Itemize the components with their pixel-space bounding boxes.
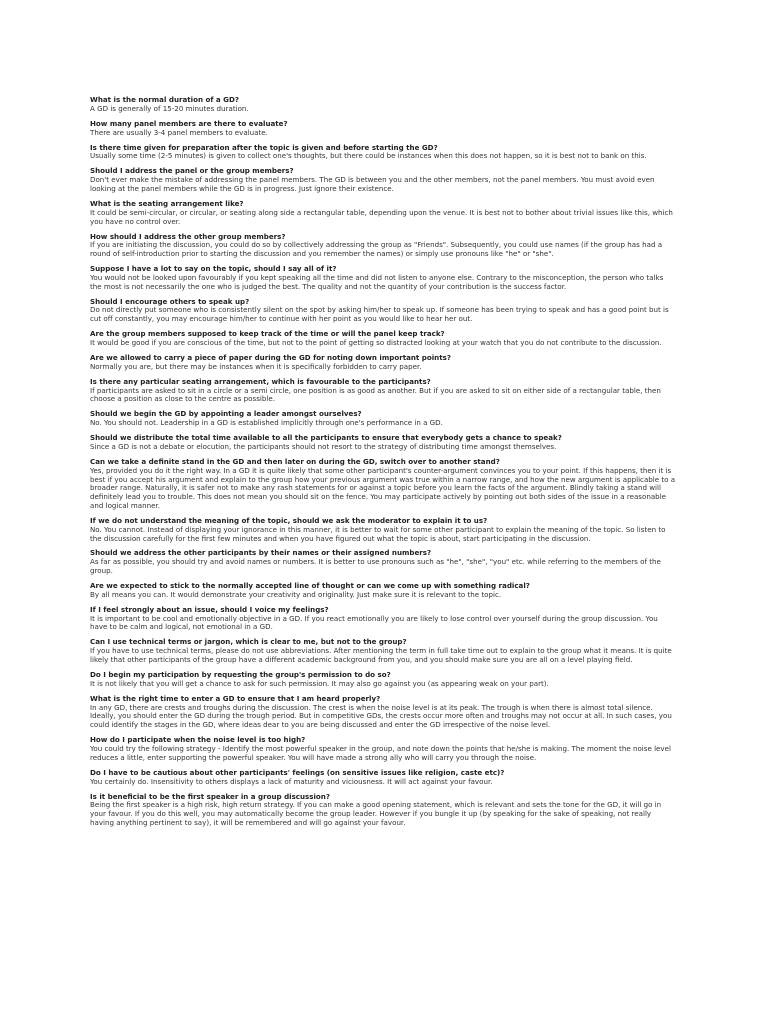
faq-answer: Yes, provided you do it the right way. In a GD it is quite likely that some other participant's counter-argument convinces you to your point. If this happens, then it is best if you accept his argument and explain to the group how your previous argument was true within a narrow range, and how the new argument is applicable to a broader range. Naturally, it is safer not to make any rash statements for or against a topic before you learn the facts of the argument. Blindly taking a stand will definitely lead you to trouble. This does not mean you should sit on the fence. You may participate actively by pointing out both sides of the issue in a reasonable and logical manner.	[90, 465, 676, 510]
faq-item	[90, 378, 676, 404]
faq-answer: Since a GD is not a debate or elocution, the participants should not resort to the strategy of distributing time amongst themselves.	[90, 441, 557, 451]
faq-item	[90, 671, 676, 689]
faq-item	[90, 582, 676, 600]
faq-answer: By all means you can. It would demonstrate your creativity and originality. Just make sure it is relevant to the topic.	[90, 589, 502, 599]
faq-question: Do I have to be cautious about other participants' feelings (on sensitive issues like religion, caste etc)?	[90, 767, 505, 777]
faq-item	[90, 120, 676, 138]
faq-answer: There are usually 3-4 panel members to evaluate.	[90, 127, 268, 137]
faq-item	[90, 517, 676, 543]
faq-answer: You could try the following strategy - Identify the most powerful speaker in the group, and note down the points that he/she is making. The moment the noise level reduces a little, enter supporting the powerful speaker. You will have made a strong ally who will carry you through the noise.	[90, 743, 671, 762]
faq-answer: If you have to use technical terms, please do not use abbreviations. After mentioning the term in full take time out to explain to the group what it means. It is quite likely that other participants of the group have a different academic background from you, and you should make sure you are all on a level playing field.	[90, 646, 672, 665]
faq-answer: You certainly do. Insensitivity to others displays a lack of maturity and viciousness. It will act against your favour.	[90, 776, 493, 786]
faq-answer: It is important to be cool and emotionally objective in a GD. If you react emotionally you are likely to lose control over yourself during the group discussion. You have to be calm and logical, not emotional in a GD.	[90, 613, 658, 632]
faq-answer: Do not directly put someone who is consistently silent on the spot by asking him/her to speak up. If someone has been trying to speak and has a good point but is cut off constantly, you may encourage him/her to continue with her point as you would like to hear her out.	[90, 305, 669, 324]
faq-question: What is the normal duration of a GD?	[90, 95, 240, 104]
faq-item	[90, 638, 676, 664]
faq-question: Should I encourage others to speak up?	[90, 296, 250, 306]
faq-item	[90, 606, 676, 632]
faq-question: Can we take a definite stand in the GD and then later on during the GD, switch over to another stand?	[90, 456, 500, 466]
faq-item	[90, 144, 676, 162]
faq-answer: Normally you are, but there may be instances when it is specifically forbidden to carry paper.	[90, 361, 422, 371]
faq-answer: It would be good if you are conscious of the time, but not to the point of getting so distracted looking at your watch that you do not contribute to the discussion.	[90, 338, 662, 348]
faq-question: How many panel members are there to evaluate?	[90, 118, 288, 128]
faq-question: Is it beneficial to be the first speaker in a group discussion?	[90, 791, 330, 801]
faq-answer: Being the first speaker is a high risk, high return strategy. If you can make a good opening statement, which is relevant and sets the tone for the GD, it will go in your favour. If you do this well, you may automatically become the group leader. However if you bungle it up (by speaking for the sake of speaking, not really having anything pertinent to say), it will be remembered and will go against your favour.	[90, 800, 662, 827]
faq-question: Should we distribute the total time available to all the participants to ensure that everybody gets a chance to speak?	[90, 433, 562, 443]
faq-answer: It could be semi-circular, or circular, or seating along side a rectangular table, depending upon the venue. It is best not to bother about trivial issues like this, which you have no control over.	[90, 207, 673, 226]
faq-question: Do I begin my participation by requesting the group's permission to do so?	[90, 670, 391, 679]
faq-item	[90, 265, 676, 291]
faq-item	[90, 434, 676, 452]
faq-question: Should I address the panel or the group members?	[90, 166, 294, 176]
faq-question: What is the seating arrangement like?	[90, 198, 244, 208]
faq-question: Are the group members supposed to keep track of the time or will the panel keep track?	[90, 329, 445, 339]
faq-item	[90, 233, 676, 259]
faq-answer: No. You cannot. Instead of displaying your ignorance in this manner, it is better to wait for some other participant to explain the meaning of the topic. So listen to the discussion carefully for the first few minutes and when you have figured out what the topic is about, start participating in the discussion.	[90, 524, 666, 543]
faq-item	[90, 458, 676, 511]
faq-answer: Usually some time (2-5 minutes) is given to collect one's thoughts, but there could be instances when this does not happen, so it is best not to bank on this.	[90, 151, 647, 161]
faq-question: How do I participate when the noise level is too high?	[90, 735, 306, 745]
faq-question: Should we address the other participants by their names or their assigned numbers?	[90, 548, 432, 558]
faq-answer: As far as possible, you should try and avoid names or numbers. It is better to use pronouns such as "he", "she", "you" etc. while referring to the members of the group.	[90, 557, 661, 576]
faq-item	[90, 298, 676, 324]
faq-item	[90, 200, 676, 226]
faq-item	[90, 695, 676, 730]
faq-document	[90, 96, 676, 834]
faq-item	[90, 96, 676, 114]
faq-item	[90, 736, 676, 762]
faq-question: What is the right time to enter a GD to ensure that I am heard properly?	[90, 693, 381, 703]
faq-question: If we do not understand the meaning of the topic, should we ask the moderator to explain it to us?	[90, 515, 488, 525]
faq-question: Is there any particular seating arrangement, which is favourable to the participants?	[90, 376, 431, 386]
faq-item	[90, 549, 676, 575]
faq-question: Suppose I have a lot to say on the topic, should I say all of it?	[90, 264, 337, 274]
faq-item	[90, 769, 676, 787]
faq-question: How should I address the other group members?	[90, 231, 286, 241]
faq-answer: In any GD, there are crests and troughs during the discussion. The crest is when the noise level is at its peak. The trough is when there is almost total silence. Ideally, you should enter the GD during the trough period. But in competitive GDs, the crests occur more often and troughs may not occur at all. In such cases, you could identify the stages in the GD, where ideas dear to you are being discussed and enter the GD irrespective of the noise level.	[90, 702, 672, 730]
faq-answer: You would not be looked upon favourably if you kept speaking all the time and did not listen to anyone else. Contrary to the misconception, the person who talks the most is not necessarily the one who is judged the best. The quality and not the quantity of your contribution is the success factor.	[90, 272, 664, 291]
faq-item	[90, 167, 676, 193]
faq-answer: No. You should not. Leadership in a GD is established implicitly through one's performance in a GD.	[90, 418, 443, 428]
faq-question: Should we begin the GD by appointing a leader amongst ourselves?	[90, 409, 362, 419]
faq-question: If I feel strongly about an issue, should I voice my feelings?	[90, 604, 329, 614]
faq-answer: It is not likely that you will get a chance to ask for such permission. It may also go against you (as appearing weak on your part).	[90, 678, 549, 688]
faq-answer: If you are initiating the discussion, you could do so by collectively addressing the group as "Friends". Subsequently, you could use names (if the group has had a round of self-introduction prior to starting the discussion and you remember the names) or simply use pronouns like "he" or "she".	[90, 240, 663, 259]
faq-question: Are we expected to stick to the normally accepted line of thought or can we come up with something radical?	[90, 581, 530, 591]
faq-answer: Don't ever make the mistake of addressing the panel members. The GD is between you and the other members, not the panel members. You must avoid even looking at the panel members while the GD is in progress. Just ignore their existence.	[90, 175, 655, 193]
faq-question: Can I use technical terms or jargon, which is clear to me, but not to the group?	[90, 637, 407, 647]
faq-item	[90, 410, 676, 428]
faq-answer: A GD is generally of 15-20 minutes duration.	[90, 103, 249, 113]
faq-item	[90, 793, 676, 828]
faq-item	[90, 354, 676, 372]
faq-question: Is there time given for preparation after the topic is given and before starting the GD?	[90, 142, 438, 152]
faq-item	[90, 330, 676, 348]
faq-question: Are we allowed to carry a piece of paper during the GD for noting down important points?	[90, 353, 451, 363]
faq-answer: If participants are asked to sit in a circle or a semi circle, one position is as good as another. But if you are asked to sit on either side of a rectangular table, then choose a position as close to the centre as possible.	[90, 385, 661, 404]
